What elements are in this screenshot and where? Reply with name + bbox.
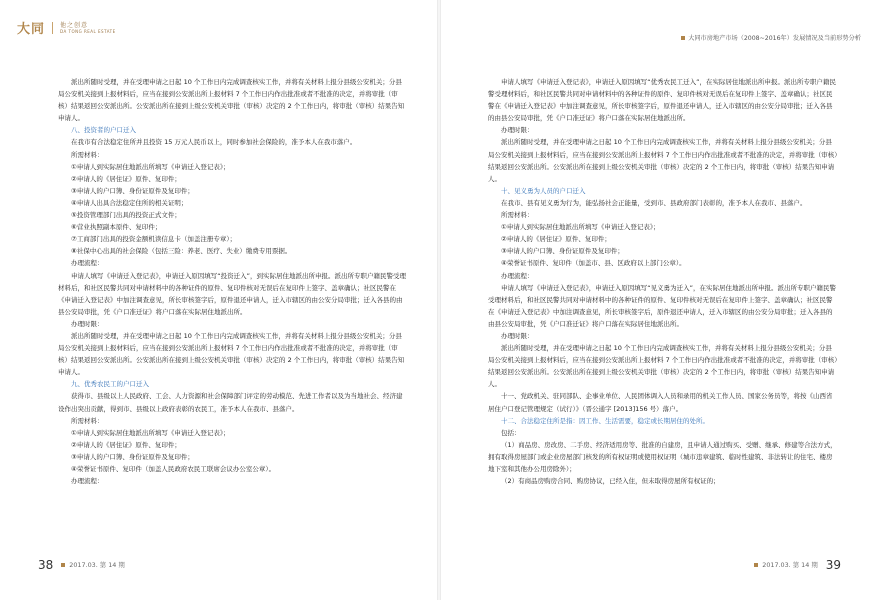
paragraph: ②申请人的《居住证》原件、复印件；	[71, 440, 181, 449]
right-body-text	[488, 76, 838, 487]
paragraph: 办理流程：	[71, 477, 104, 486]
paragraph: ④荣誉证书原件、复印件（加盖市、县、区政府以上部门公章）。	[501, 259, 686, 268]
section-heading: 十、见义勇为人员的户口迁入	[501, 186, 586, 195]
paragraph: 所需材料：	[71, 416, 104, 425]
page-header	[0, 0, 437, 36]
paragraph: 在我市有合法稳定住所并且投资 15 万元人民币以上，同时参加社会保险的，准予本人在我市落户。	[71, 138, 357, 147]
footer-square-icon	[61, 563, 65, 567]
paragraph: 在我市、县有见义勇为行为，能弘扬社会正能量，受到市、县政府部门表彰的，准予本人在我市、县落户。	[501, 198, 807, 207]
running-title	[681, 33, 861, 42]
issue-label: 2017.03. 第 14 期	[762, 561, 818, 569]
paragraph: ①申请人到实际居住地派出所填写《申请迁入登记表》；	[71, 162, 230, 171]
paragraph: 办理时限：	[501, 126, 534, 135]
paragraph: ②申请人的《居住证》原件、复印件；	[71, 174, 181, 183]
logo-mark: 大同	[17, 22, 46, 37]
left-footer	[38, 558, 125, 572]
paragraph: 办理流程：	[501, 271, 534, 280]
issue-label: 2017.03. 第 14 期	[69, 561, 125, 569]
logo-cn: 他之创意	[60, 21, 89, 29]
page-number: 39	[825, 558, 841, 572]
logo-en: DA TONG REAL ESTATE	[60, 28, 116, 34]
paragraph: 所需材料：	[71, 150, 104, 159]
left-page	[0, 0, 437, 600]
right-footer	[754, 558, 841, 572]
paragraph: 申请人填写《申请迁入登记表》，申请迁入原因填写“见义勇为迁入”，在实际居住地派出所申报。派出所专职户籍民警受理材料后，和社区民警共同对申请材料中的各种证件的原件、复印件核对无误后在复印件上签字、盖章确认；社区民警在《申请迁入登记表》中加注调查意见，所长审核签字后，原件退还申请人，迁入市辖区的由公安分局审批；迁入各县的由县公安局审批，凭《户口准迁证》将户口落在实际居住地派出所。	[488, 283, 836, 328]
paragraph: ③申请人的户口簿、身份证原件及复印件；	[71, 186, 194, 195]
paragraph: 派出所随时受理，并在受理申请之日起 10 个工作日内完成调查核实工作，并将有关材料上报分县级公安机关；分县局公安机关接到上报材料后，应当在接到公安派出所上报材料 7 个工作日内作出批准或者不批准的决定，并将审批（审核）结果返回公安派出所。公安派出所在接到上级公安机关审批（审核）决定的 2 个工作日内，将审批（审核）结果告知申请人。	[58, 331, 405, 377]
paragraph: （2）有商品房购房合同、购房协议，已经入住，但未取得房屋所有权证的；	[501, 477, 720, 486]
paragraph: ③申请人的户口簿、身份证原件及复印件；	[501, 247, 624, 256]
paragraph: 办理时限：	[71, 319, 104, 328]
section-heading: 十二、合法稳定住所是指：因工作、生活需要，稳定或长期居住的处所。	[501, 416, 709, 425]
paragraph: ⑧社保中心出具的社会保险（包括三险：养老、医疗、失业）缴费专用票据。	[71, 247, 292, 256]
section-heading: 八、投资者的户口迁入	[71, 126, 136, 135]
paragraph: 十一、党政机关、驻同部队、企事业单位、人民团体调入人员和录用的机关工作人员、国家公务员等，将按《山西省居住户口登记管理规定（试行）》（晋公通字 [2013]156 号）落户。	[488, 392, 833, 413]
left-body-text	[58, 76, 406, 487]
paragraph: ①申请人到实际居住地派出所填写《申请迁入登记表》；	[501, 223, 660, 232]
section-heading: 九、优秀农民工的户口迁入	[71, 380, 149, 389]
brand-logo	[17, 18, 116, 37]
paragraph: （1）商品房、房改房、二手房、经济适用房等、批准的自建房，且申请人通过购买、受赠、继承、修建等合法方式，拥有取得房屋部门或企业房屋部门核发的所有权证明或使用权证明（城市违章建筑、临时性建筑、非法转让的住宅、楼房地下室和其他办公用房除外）；	[488, 440, 837, 473]
paragraph: ⑤投资管理部门出具的投资正式文件；	[71, 211, 181, 220]
paragraph: 申请人填写《申请迁入登记表》，申请迁入原因填写“优秀农民工迁入”，在实际居住地派出所申报。派出所专职户籍民警受理材料后，和社区民警共同对申请材料中的各种证件的原件、复印件核对无误后在复印件上签字、盖章确认；社区民警在《申请迁入登记表》中加注调查意见，所长审核签字后，原件退还申请人，迁入市辖区的由公安分局审批；迁入各县的由县公安局审批，凭《户口准迁证》将户口落在实际居住地派出所。	[488, 78, 836, 123]
paragraph: 办理流程：	[71, 259, 104, 268]
paragraph: 包括：	[501, 428, 521, 437]
paragraph: ⑦工商部门出具的投资金额机读信息卡（加盖注册专章）；	[71, 235, 237, 244]
paragraph: 派出所随时受理，并在受理申请之日起 10 个工作日内完成调查核实工作，并将有关材料上报分县级公安机关；分县局公安机关接到上报材料后，应当在接到公安派出所上报材料 7 个工作日内作出批准或者不批准的决定，并将审批（审核）结果返回公安派出所。公安派出所在接到上级公安机关审批（审核）决定的 2 个工作日内，将审批（审核）结果告知申请人。	[488, 344, 838, 389]
paragraph: ④荣誉证书原件、复印件（加盖人民政府农民工联席会议办公室公章）。	[71, 465, 276, 473]
paragraph: ①申请人到实际居住地派出所填写《申请迁入登记表》；	[71, 428, 230, 437]
logo-divider	[52, 22, 53, 34]
page-header-right	[441, 0, 879, 42]
paragraph: ②申请人的《居住证》原件、复印件；	[501, 235, 611, 244]
right-page	[441, 0, 879, 600]
paragraph: 获得市、县级以上人民政府、工会、人力资源和社会保障部门评定的劳动模范、先进工作者以及为当地社会、经济建设作出突出贡献，得到市、县级以上政府表彰的农民工，准予本人在我市、县落户。	[58, 392, 403, 413]
paragraph: ④申请人出具合法稳定住所的相关证明；	[71, 198, 188, 207]
page-number: 38	[38, 558, 54, 572]
paragraph: ③申请人的户口簿、身份证原件及复印件；	[71, 452, 194, 461]
paragraph: 所需材料：	[501, 211, 534, 220]
paragraph: 办理时限：	[501, 331, 534, 340]
paragraph: ⑥营业执照副本原件、复印件；	[71, 223, 162, 232]
paragraph: 派出所随时受理，并在受理申请之日起 10 个工作日内完成调查核实工作，并将有关材料上报分县级公安机关；分县局公安机关接到上报材料后，应当在接到公安派出所上报材料 7 个工作日内作出批准或者不批准的决定，并将审批（审核）结果返回公安派出所。公安派出所在接到上级公安机关审批（审核）决定的 2 个工作日内，将审批（审核）结果告知申请人。	[58, 78, 405, 123]
paragraph: 申请人填写《申请迁入登记表》，申请迁入原因填写“投资迁入”，到实际居住地派出所申报。派出所专职户籍民警受理材料后，和社区民警共同对申请材料中的各种证件的原件、复印件核对无误后在复印件上签字、盖章确认；社区民警在《申请迁入登记表》中加注调查意见，所长审核签字后，原件退还申请人，迁入市辖区的由公安分局审批；迁入各县的由县公安局审批，凭《户口准迁证》将户口落在实际居住地派出所。	[58, 271, 406, 316]
title-square-icon	[681, 36, 685, 40]
running-title-text: 大同市房地产市场（2008~2016年）发展情况及当前形势分析	[688, 35, 861, 42]
logo-text	[60, 22, 116, 34]
paragraph: 派出所随时受理，并在受理申请之日起 10 个工作日内完成调查核实工作，并将有关材料上报分县级公安机关；分县局公安机关接到上报材料后，应当在接到公安派出所上报材料 7 个工作日内作出批准或者不批准的决定，并将审批（审核）结果返回公安派出所。公安派出所在接到上级公安机关审批（审核）决定的 2 个工作日内，将审批（审核）结果告知申请人。	[488, 138, 838, 183]
footer-square-icon	[754, 563, 758, 567]
